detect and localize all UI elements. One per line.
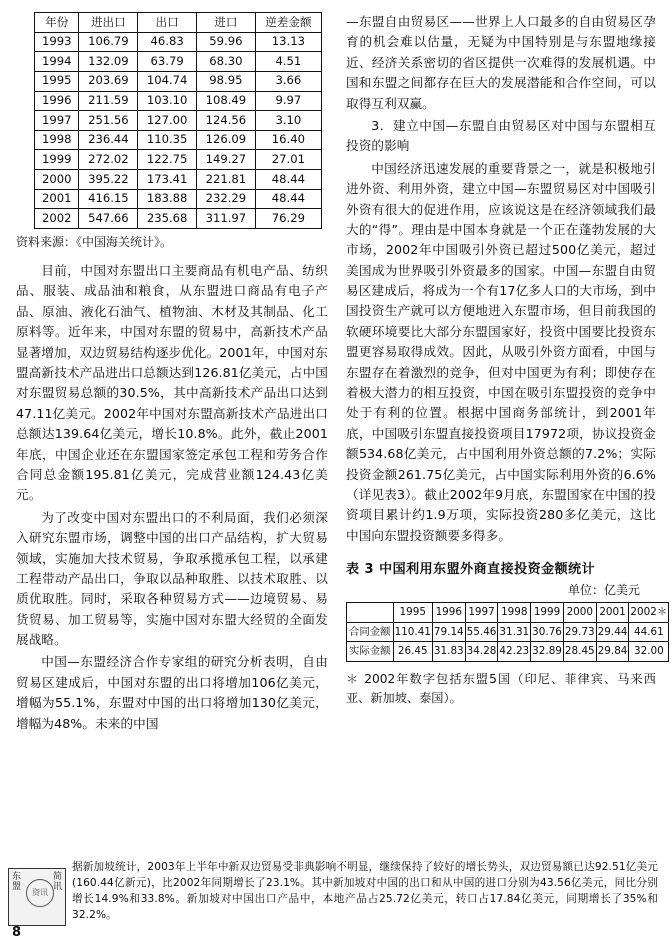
footer-note-block [72,860,658,924]
table-source-note: 资料来源：《中国海关统计》。 [16,235,173,250]
cell-total: 236.44 [79,130,138,150]
cell-export: 103.10 [138,91,197,111]
table-row [35,209,322,229]
logo-right-text: 简讯 [52,872,62,893]
cell-import: 311.97 [196,209,255,229]
cell-total: 106.79 [79,32,138,52]
cell-export: 127.00 [138,111,197,131]
paragraph-expert-group: 中国—东盟经济合作专家组的研究分析表明，自由贸易区建成后，中国对东盟的出口将增加106亿美元，增幅为55.1%，东盟对中国的出口将增加130亿美元，增幅为48%。未来的中国 [16,654,328,731]
t3-cell: 34.28 [465,642,498,662]
cell-export: 173.41 [138,170,197,190]
t3-col-header-1998: 1998 [498,603,531,623]
cell-year: 1999 [35,150,79,170]
cell-import: 59.96 [196,32,255,52]
table-row [35,71,322,91]
cell-deficit: 76.29 [255,209,321,229]
cell-year: 1996 [35,91,79,111]
t3-col-header-blank [347,603,394,623]
cell-export: 63.79 [138,52,197,72]
cell-import: 221.81 [196,170,255,190]
cell-export: 235.68 [138,209,197,229]
table-header-row [35,13,322,33]
cell-year: 1993 [35,32,79,52]
table3-header-row [347,603,669,623]
cell-import: 126.09 [196,130,255,150]
table-row [35,170,322,190]
left-column [16,12,328,892]
table-row [35,189,322,209]
cell-total: 251.56 [79,111,138,131]
footer-note-text: 据新加坡统计，2003年上半年中新双边贸易受非典影响不明显，继续保持了较好的增长势头，双边贸易额已达92.51亿美元(160.44亿新元)，比2002年同期增长了23.1%。其中新加坡对中国的出口和从中国的进口分别为43.56亿美元，同比分别增长14.9%和33.8%。新加坡对中国出口产品中，本地产品占25.72亿美元，转口占17.84亿美元，同期增长了35%和32.2%。 [72,861,658,922]
t3-cell: 110.41 [393,622,432,642]
cell-export: 183.88 [138,189,197,209]
table-row [35,150,322,170]
trade-table-wrap [16,12,328,229]
asean-fdi-table [346,602,669,662]
cell-total: 211.59 [79,91,138,111]
right-column [346,12,668,892]
cell-total: 395.22 [79,170,138,190]
section-heading-3: 3．建立中国—东盟自由贸易区对中国与东盟相互投资的影响 [346,117,656,154]
seal-icon: 资讯 [26,879,54,907]
t3-cell: 30.76 [531,622,564,642]
cell-year: 1995 [35,71,79,91]
cell-deficit: 48.44 [255,189,321,209]
t3-cell: 55.46 [465,622,498,642]
cell-year: 2001 [35,189,79,209]
t3-cell: 31.31 [498,622,531,642]
paragraph-export-products: 目前，中国对东盟出口主要商品有机电产品、纺织品、服装、成品油和粮食，从东盟进口商品有电子产品、原油、液化石油气、植物油、木材及其制品、化工原料等。近年来，中国对东盟的贸易中，高新技术产品显著增加，双边贸易结构逐步优化。2001年，中国对东盟高新技术产品进出口总额达到126.81亿美元，占中国对东盟贸易总额的30.5%，其中高新技术产品出口达到47.11亿美元。2002年中国对东盟高新技术产品进出口总额达139.64亿美元，增长10.8%。此外，截止2001年底，中国企业还在东盟国家签定承包工程和劳务合作合同总金额195.81亿美元，完成营业额124.43亿美元。 [16,263,328,503]
t3-cell: 32.89 [531,642,564,662]
t3-col-header-1996: 1996 [432,603,465,623]
t3-cell: 32.00 [629,642,669,662]
t3-row-label: 合同金额 [347,622,394,642]
t3-col-header-2001: 2001 [596,603,629,623]
cell-year: 1997 [35,111,79,131]
t3-col-header-2000: 2000 [563,603,596,623]
two-column-layout [16,12,668,892]
cell-year: 1994 [35,52,79,72]
cell-import: 149.27 [196,150,255,170]
cell-deficit: 27.01 [255,150,321,170]
paragraph-investment-impact: 中国经济迅速发展的重要背景之一，就是积极地引进外资、利用外资，建立中国—东盟贸易区对中国吸引外资有很大的促进作用，应该说这是在经济领域我们最大的“得”。理由是中国本身就是一个正在蓬勃发展的大市场，2002年中国吸引外资已超过500亿美元，超过美国成为世界吸引外资最多的国家。中国—东盟自由贸易区建成后，将成为一个有17亿多人口的大市场，到中国投资生产就可以方便地进入东盟市场，但目前我国的软硬环境要比大部分东盟国家好，投资中国要比投资东盟更容易取得成效。因此，从吸引外资方面看，中国与东盟存在着激烈的竞争，但对中国更为有利；即使存在着极大潜力的相互投资，中国在吸引东盟投资的竞争中处于有利的位置。根据中国商务部统计，到2001年底，中国吸引东盟直接投资项目17972项，协议投资金额534.68亿美元，占中国利用外资总额的7.2%；实际投资金额261.75亿美元，占中国实际利用外资的6.6%（详见表3）。截止2002年9月底，东盟国家在中国的投资项目累计约1.9万项，实际投资280多亿美元，这比中国向东盟投资额要多得多。 [346,160,656,543]
t3-col-header-1999: 1999 [531,603,564,623]
table-row [35,130,322,150]
col-header-import: 进口 [196,13,255,33]
cell-deficit: 48.44 [255,170,321,190]
cell-export: 110.35 [138,130,197,150]
t3-cell: 29.84 [596,642,629,662]
cell-year: 1998 [35,130,79,150]
paragraph-free-trade-area-continued: —东盟自由贸易区——世界上人口最多的自由贸易区孕育的机会难以估量，无疑为中国特别是与东盟地缘接近、经济关系密切的省区提供一次难得的发展机遇。中国和东盟之间都存在巨大的发展潜能和合作空间，可以取得互利双赢。 [346,14,656,111]
cell-export: 122.75 [138,150,197,170]
t3-cell: 29.73 [563,622,596,642]
table-row [35,52,322,72]
cell-deficit: 3.66 [255,71,321,91]
table-row [35,111,322,131]
table3-row-contract [347,622,669,642]
table-row [35,32,322,52]
t3-col-header-1997: 1997 [465,603,498,623]
table3-row-actual [347,642,669,662]
paragraph-strategy: 为了改变中国对东盟出口的不利局面，我们必须深入研究东盟市场，调整中国的出口产品结构，扩大贸易领域，实施加大技术贸易，争取承揽承包工程，以承建工程带动产品出口，争取以品种取胜、以技术取胜、以质优取胜。同时，采取各种贸易方式——边境贸易、易货贸易、加工贸易等，实施中国对东盟大经贸的全面发展战略。 [16,509,328,648]
cell-import: 232.29 [196,189,255,209]
t3-cell: 44.61 [629,622,669,642]
table3-title: 表 3 中国利用东盟外商直接投资金额统计 [346,562,596,578]
col-header-year: 年份 [35,13,79,33]
cell-import: 68.30 [196,52,255,72]
cell-deficit: 13.13 [255,32,321,52]
cell-total: 272.02 [79,150,138,170]
cell-deficit: 4.51 [255,52,321,72]
page-number: 8 [12,925,22,940]
cell-import: 98.95 [196,71,255,91]
col-header-deficit: 逆差金额 [255,13,321,33]
cell-total: 547.66 [79,209,138,229]
cell-total: 132.09 [79,52,138,72]
t3-cell: 29.44 [596,622,629,642]
cell-deficit: 16.40 [255,130,321,150]
col-header-export: 出口 [138,13,197,33]
cell-total: 416.15 [79,189,138,209]
cell-deficit: 9.97 [255,91,321,111]
cell-export: 46.83 [138,32,197,52]
cell-deficit: 3.10 [255,111,321,131]
table3-unit: 单位：亿美元 [567,583,640,598]
logo-left-text: 东盟 [11,872,21,893]
cell-export: 104.74 [138,71,197,91]
cell-import: 124.56 [196,111,255,131]
t3-col-header-2002: 2002＊ [629,603,669,623]
cell-year: 2002 [35,209,79,229]
t3-col-header-1995: 1995 [393,603,432,623]
cell-import: 108.49 [196,91,255,111]
col-header-total: 进出口 [79,13,138,33]
cell-year: 2000 [35,170,79,190]
china-asean-trade-table [34,12,322,229]
cell-total: 203.69 [79,71,138,91]
journal-logo-box [8,868,66,926]
t3-cell: 42.23 [498,642,531,662]
t3-row-label: 实际金额 [347,642,394,662]
t3-cell: 28.45 [563,642,596,662]
table-row [35,91,322,111]
t3-cell: 79.14 [432,622,465,642]
table3-footnote: ＊ 2002年数字包括东盟5国（印尼、菲律宾、马来西亚、新加坡、泰国）。 [346,671,656,706]
t3-cell: 31.83 [432,642,465,662]
t3-cell: 26.45 [393,642,432,662]
